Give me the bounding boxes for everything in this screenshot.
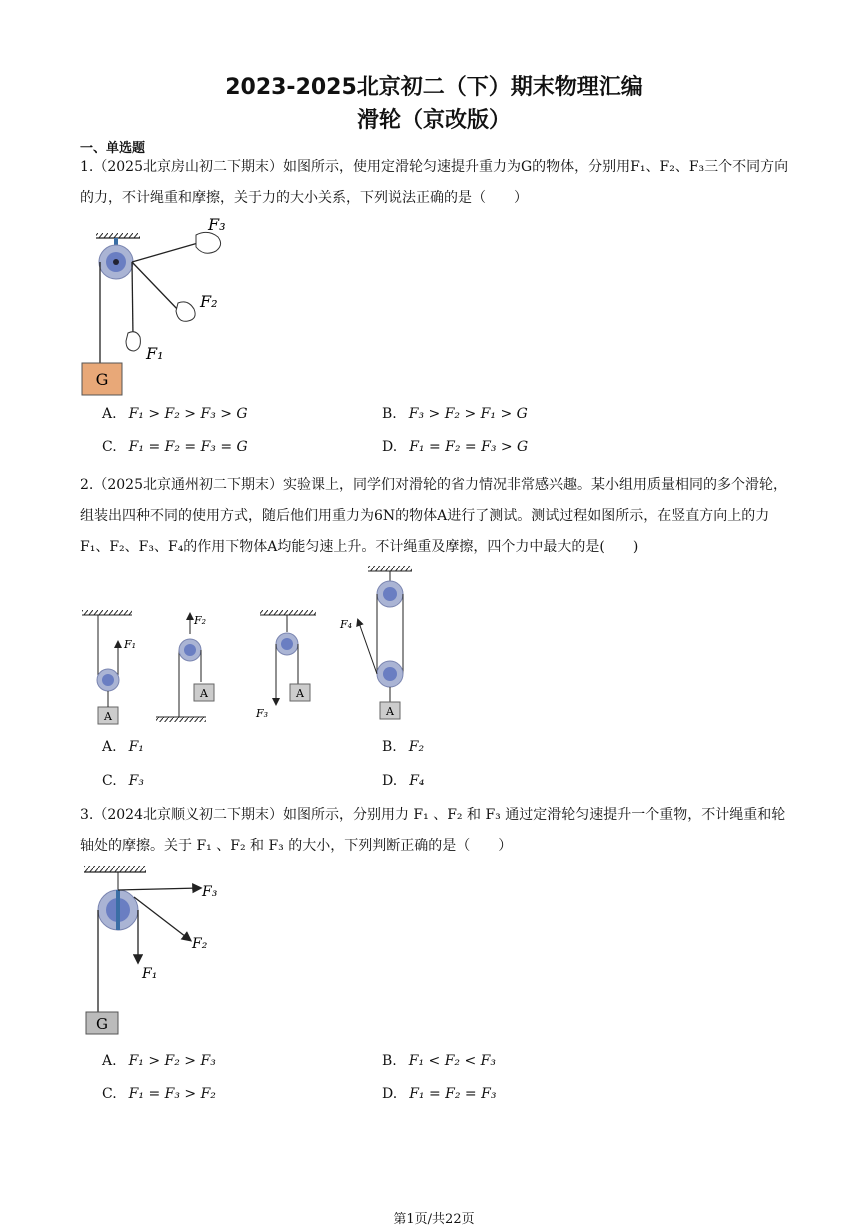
force-f1-label: F₁ [142, 966, 158, 982]
svg-text:A: A [386, 705, 394, 718]
q2-option-d[interactable]: D. F₄ [382, 773, 425, 789]
svg-text:A: A [104, 710, 112, 723]
force-f3-label: F₃ [208, 215, 226, 234]
q1-option-d[interactable]: D. F₁ = F₂ = F₃ > G [382, 439, 529, 455]
q3-option-d[interactable]: D. F₁ = F₂ = F₃ [382, 1086, 497, 1102]
doc-subtitle: 滑轮（京改版） [356, 108, 511, 133]
svg-text:A: A [200, 687, 208, 700]
question-2-text: 2.（2025北京通州初二下期末）实验课上，同学们对滑轮的省力情况非常感兴趣。某小组用质量相同的多个滑轮，组装出四种不同的使用方式，随后他们用重力为6N的物体A进行了测试。测试过程如图所示，在竖直方向上的力F₁、F₂、F₃、F₄的作用下物体A均能匀速上升。不计绳重及摩擦，四个力中最大的是( ) [80, 477, 787, 555]
pulley-wheel [99, 245, 133, 279]
weight-label: G [95, 370, 109, 389]
setup-2-force-label: F₂ [194, 614, 207, 627]
q3-option-b[interactable]: B. F₁ < F₂ < F₃ [382, 1053, 496, 1069]
question-1-figure [78, 215, 238, 400]
setup-1 [82, 610, 136, 724]
setup-4-force-label: F₄ [340, 618, 353, 631]
q3-option-a[interactable]: A. F₁ > F₂ > F₃ [102, 1053, 216, 1069]
force-f3-label: F₃ [202, 884, 218, 900]
force-f1-label: F₁ [146, 344, 164, 363]
q2-option-b[interactable]: B. F₂ [382, 739, 425, 755]
weight-label: G [96, 1015, 108, 1033]
svg-text:A: A [296, 687, 304, 700]
doc-title: 2023-2025北京初二（下）期末物理汇编 [225, 75, 643, 100]
section-heading: 一、单选题 [80, 141, 146, 156]
q1-option-a[interactable]: A. F₁ > F₂ > F₃ > G [102, 406, 248, 422]
question-1-text: 1.（2025北京房山初二下期末）如图所示，使用定滑轮匀速提升重力为G的物体，分别用F₁、F₂、F₃三个不同方向的力，不计绳重和摩擦，关于力的大小关系，下列说法正确的是（ ） [80, 159, 789, 206]
force-f2-label: F₂ [200, 292, 218, 311]
pulley-wheel [98, 890, 138, 930]
ceiling [96, 233, 140, 238]
page-footer: 第1页/共22页 [393, 1212, 475, 1227]
setup-3 [255, 610, 316, 720]
setup-2 [156, 614, 214, 722]
q1-option-b[interactable]: B. F₃ > F₂ > F₁ > G [382, 406, 528, 422]
question-3-figure [78, 862, 238, 1042]
question-3-text: 3.（2024北京顺义初二下期末）如图所示，分别用力 F₁ 、F₂ 和 F₃ 通过定滑轮匀速提升一个重物，不计绳重和轮轴处的摩擦。关于 F₁ 、F₂ 和 F₃ 的大小，下列判断正确的是（ ） [80, 807, 786, 854]
q3-option-c[interactable]: C. F₁ = F₃ > F₂ [102, 1086, 216, 1102]
question-2-figure [78, 562, 418, 734]
q2-option-a[interactable]: A. F₁ [102, 739, 144, 755]
setup-1-force-label: F₁ [124, 638, 137, 651]
setup-4 [339, 566, 412, 719]
force-f2-label: F₂ [192, 936, 208, 952]
q2-option-c[interactable]: C. F₃ [102, 773, 144, 789]
q1-option-c[interactable]: C. F₁ = F₂ = F₃ = G [102, 439, 248, 455]
setup-3-force-label: F₃ [256, 707, 269, 720]
